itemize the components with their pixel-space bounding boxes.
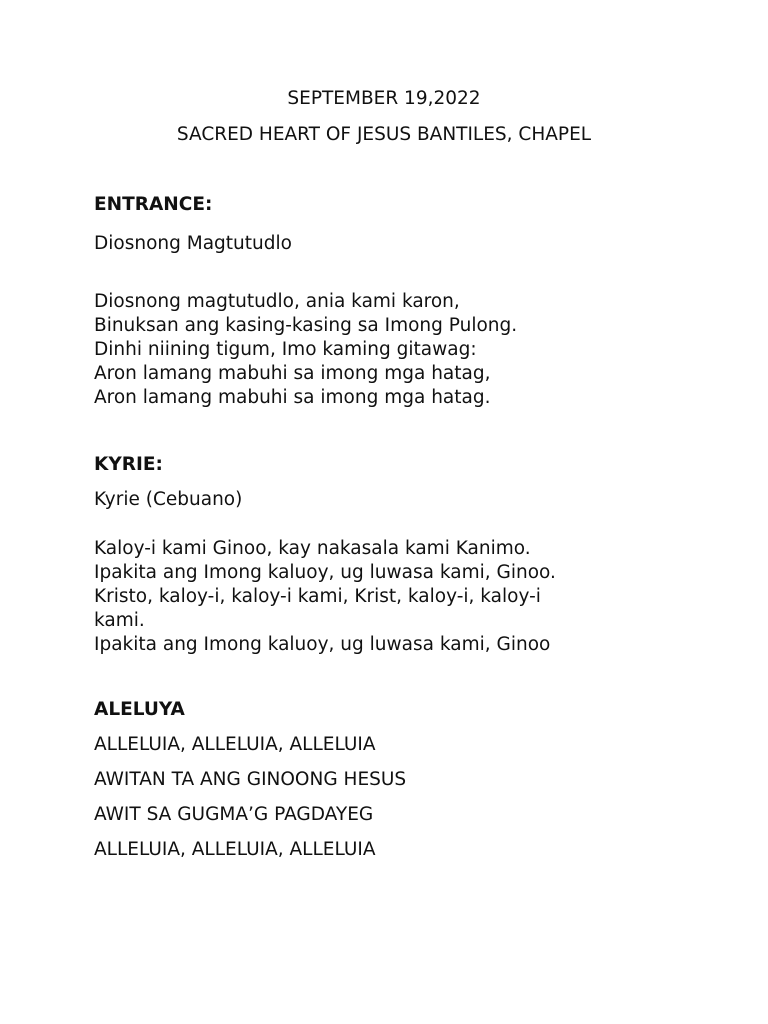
aleluya-line: AWITAN TA ANG GINOONG HESUS <box>94 769 407 790</box>
document-venue: SACRED HEART OF JESUS BANTILES, CHAPEL <box>176 124 592 145</box>
kyrie-lyrics <box>94 537 734 657</box>
kyrie-heading: KYRIE: <box>94 454 163 475</box>
lyric-line: Kaloy-i kami Ginoo, kay nakasala kami Kanimo. <box>94 538 531 559</box>
entrance-heading: ENTRANCE: <box>94 194 213 215</box>
document-date: SEPTEMBER 19,2022 <box>287 88 481 109</box>
lyric-line: Ipakita ang Imong kaluoy, ug luwasa kami, Ginoo. <box>94 562 556 583</box>
aleluya-heading: ALELUYA <box>94 699 185 720</box>
kyrie-song-title: Kyrie (Cebuano) <box>94 489 243 510</box>
lyric-line: Binuksan ang kasing-kasing sa Imong Pulong. <box>94 315 518 336</box>
lyric-line: Kristo, kaloy-i, kaloy-i kami, Krist, kaloy-i, kaloy-i <box>94 586 541 607</box>
entrance-lyrics <box>94 290 734 410</box>
entrance-song-title: Diosnong Magtutudlo <box>94 233 292 254</box>
lyric-line: Diosnong magtutudlo, ania kami karon, <box>94 291 460 312</box>
lyric-line: Aron lamang mabuhi sa imong mga hatag. <box>94 387 491 408</box>
lyric-line: kami. <box>94 610 145 631</box>
lyric-line: Dinhi niining tigum, Imo kaming gitawag: <box>94 339 477 360</box>
aleluya-line: AWIT SA GUGMA’G PAGDAYEG <box>94 804 374 825</box>
aleluya-line: ALLELUIA, ALLELUIA, ALLELUIA <box>94 839 376 860</box>
lyric-line: Aron lamang mabuhi sa imong mga hatag, <box>94 363 491 384</box>
lyric-line: Ipakita ang Imong kaluoy, ug luwasa kami, Ginoo <box>94 634 551 655</box>
aleluya-line: ALLELUIA, ALLELUIA, ALLELUIA <box>94 734 376 755</box>
